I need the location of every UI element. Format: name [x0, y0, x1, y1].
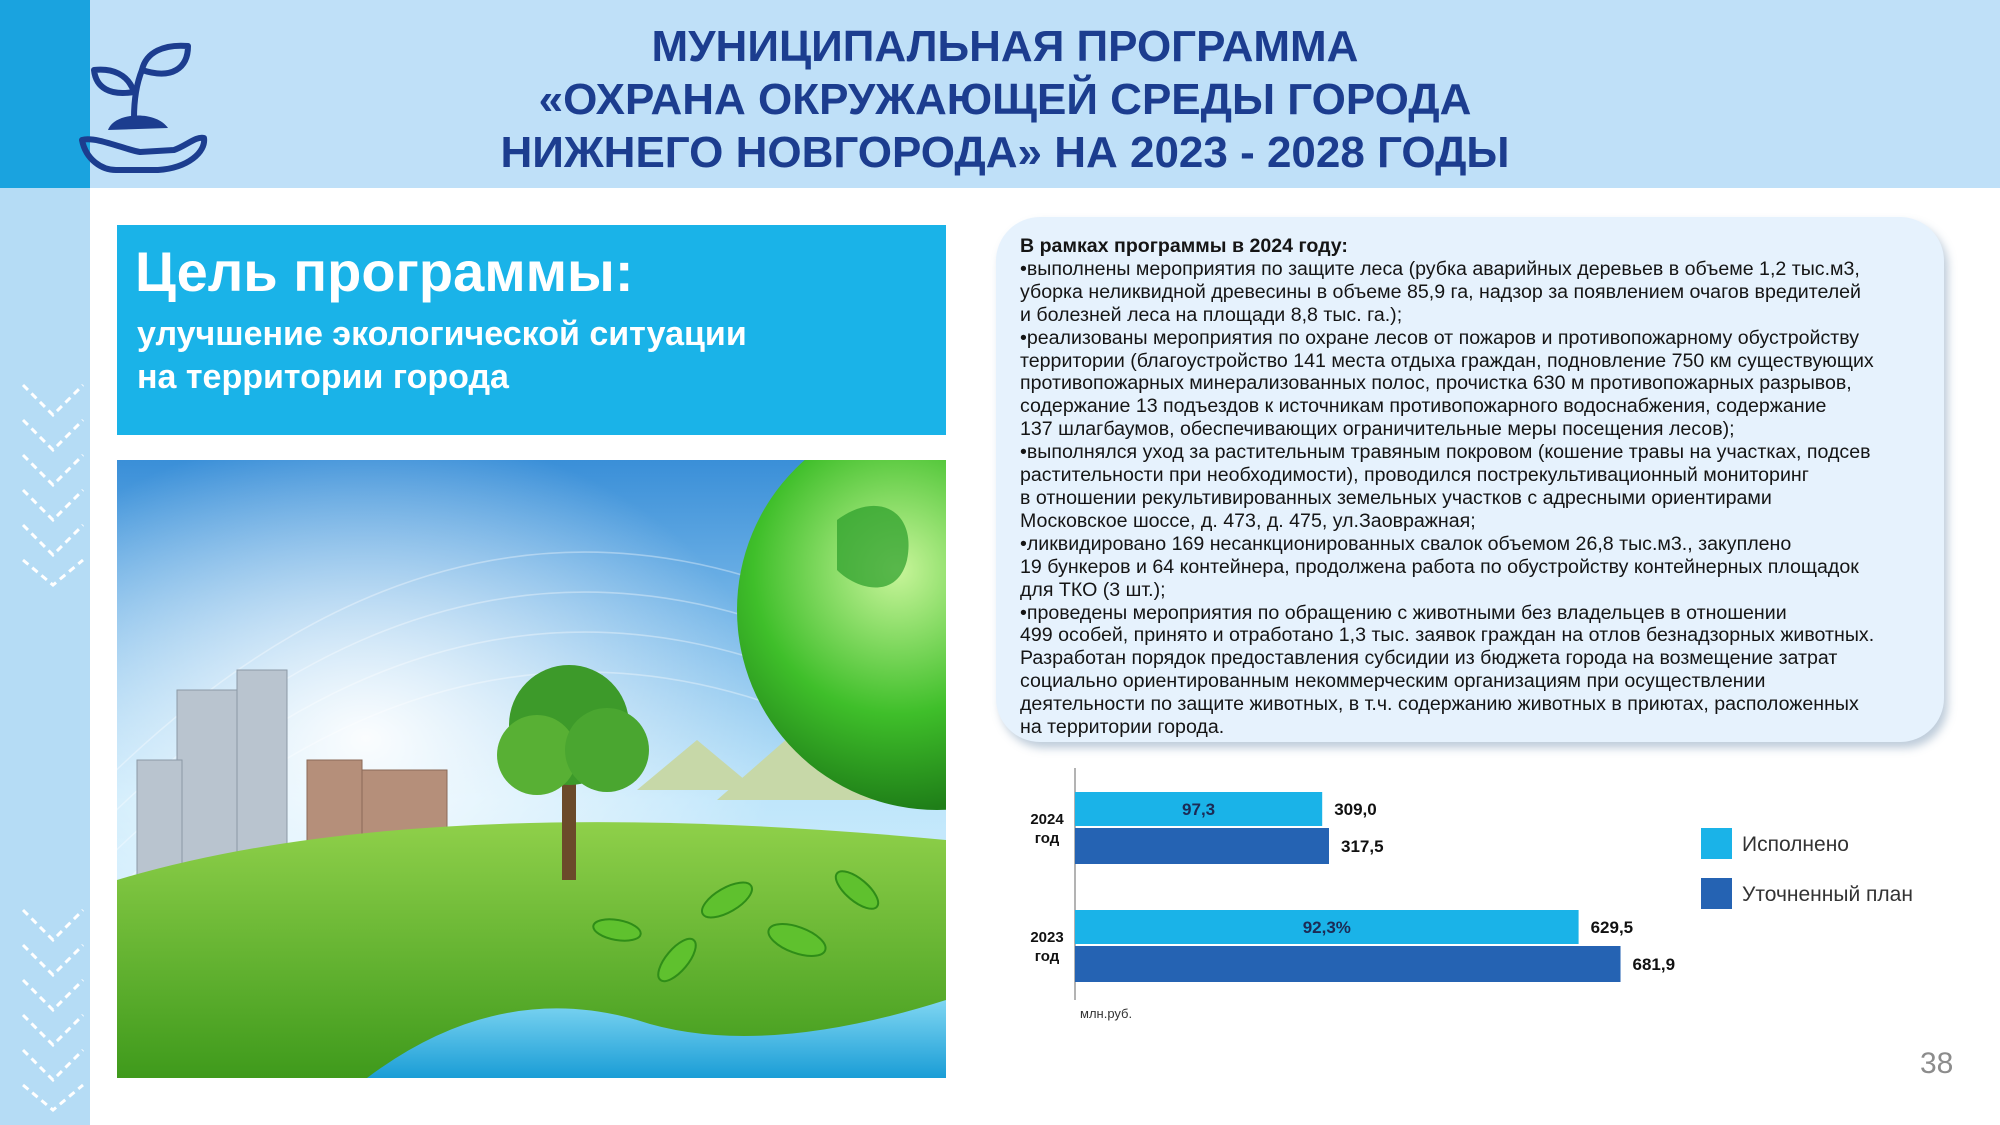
info-line: на территории города.	[1020, 716, 1225, 739]
info-heading: В рамках программы в 2024 году:	[1020, 235, 1348, 257]
goal-title: Цель программы:	[135, 240, 634, 303]
info-line: противопожарных минерализованных полос, прочистка 630 м противопожарных разрывов,	[1020, 372, 1852, 395]
category-label: 2024	[1030, 811, 1064, 828]
info-line: •ликвидировано 169 несанкционированных свалок объемом 26,8 тыс.м3., закуплено	[1020, 532, 1792, 555]
unit-label: млн.руб.	[1080, 1006, 1133, 1021]
legend-label: Исполнено	[1742, 833, 1849, 856]
goal-subtitle	[137, 313, 917, 399]
title-line: «ОХРАНА ОКРУЖАЮЩЕЙ СРЕДЫ ГОРОДА	[538, 75, 1472, 124]
info-line: Разработан порядок предоставления субсидии из бюджета города на возмещение затрат	[1020, 647, 1838, 670]
info-line: •реализованы мероприятия по охране лесов от пожаров и противопожарному обустройству	[1020, 326, 1860, 349]
percent-label: 97,3	[1182, 800, 1216, 819]
category-label: год	[1034, 948, 1060, 965]
page-number: 38	[1920, 1047, 1954, 1080]
info-line: для ТКО (3 шт.);	[1020, 578, 1166, 601]
info-line: содержание 13 подъездов к источникам противопожарного водоснабжения, содержание	[1020, 395, 1827, 418]
bar-plan	[1075, 828, 1329, 864]
goal-subtitle-line: улучшение экологической ситуации	[137, 315, 747, 353]
value-label-done: 629,5	[1590, 918, 1634, 937]
info-text	[1020, 235, 1940, 739]
info-line: и болезней леса на площади 8,8 тыс. га.);	[1020, 303, 1403, 326]
category-label: 2023	[1030, 929, 1064, 946]
title-line: НИЖНЕГО НОВГОРОДА» НА 2023 - 2028 ГОДЫ	[500, 128, 1510, 177]
category-label: год	[1034, 830, 1060, 847]
legend-swatch	[1701, 878, 1732, 909]
info-line: 137 шлагбаумов, обеспечивающих ограничительные меры посещения лесов);	[1020, 418, 1735, 441]
value-label-plan: 317,5	[1341, 837, 1384, 856]
info-line: 19 бункеров и 64 контейнера, продолжена работа по обустройству контейнерных площадок	[1020, 555, 1859, 578]
goal-box	[117, 225, 946, 435]
info-line: уборка неликвидной древесины в объеме 85,9 га, надзор за появлением очагов вредителей	[1020, 280, 1861, 303]
info-line: 499 особей, принято и отработано 1,3 тыс. заявок граждан на отлов безнадзорных животных.	[1020, 624, 1875, 647]
info-line: деятельности по защите животных, в т.ч. содержанию животных в приютах, расположенных	[1020, 693, 1859, 716]
info-line: Московское шоссе, д. 473, д. 475, ул.Заовражная;	[1020, 509, 1476, 532]
chevron-pattern-bottom-icon	[18, 905, 88, 1115]
info-line: •выполнялся уход за растительным травяным покровом (кошение травы на участках, подсев	[1020, 441, 1871, 464]
percent-label: 92,3%	[1302, 918, 1351, 937]
goal-subtitle-line: на территории города	[137, 358, 509, 396]
info-line: в отношении рекультивированных земельных участков с адресными ориентирами	[1020, 486, 1772, 509]
chevron-pattern-icon	[18, 380, 88, 590]
legend-swatch	[1701, 828, 1732, 859]
budget-bar-chart	[1000, 760, 1980, 1060]
info-line: территории (благоустройство 141 места отдыха граждан, подновление 750 км существующих	[1020, 349, 1874, 372]
value-label-done: 309,0	[1334, 800, 1377, 819]
info-line: •выполнены мероприятия по защите леса (рубка аварийных деревьев в объеме 1,2 тыс.м3,	[1020, 257, 1860, 280]
title-line: МУНИЦИПАЛЬНАЯ ПРОГРАММА	[651, 22, 1359, 71]
info-line: растительности при необходимости), проводился пострекультивационный мониторинг	[1020, 464, 1809, 487]
eco-city-illustration	[117, 460, 946, 1078]
bar-plan	[1075, 946, 1621, 982]
legend-label: Уточненный план	[1742, 883, 1913, 906]
info-line: •проведены мероприятия по обращению с животными без владельцев в отношении	[1020, 601, 1787, 624]
info-line: социально ориентированным некоммерческим организациям при осуществлении	[1020, 670, 1766, 693]
value-label-plan: 681,9	[1632, 955, 1676, 974]
page-title	[90, 20, 1920, 179]
